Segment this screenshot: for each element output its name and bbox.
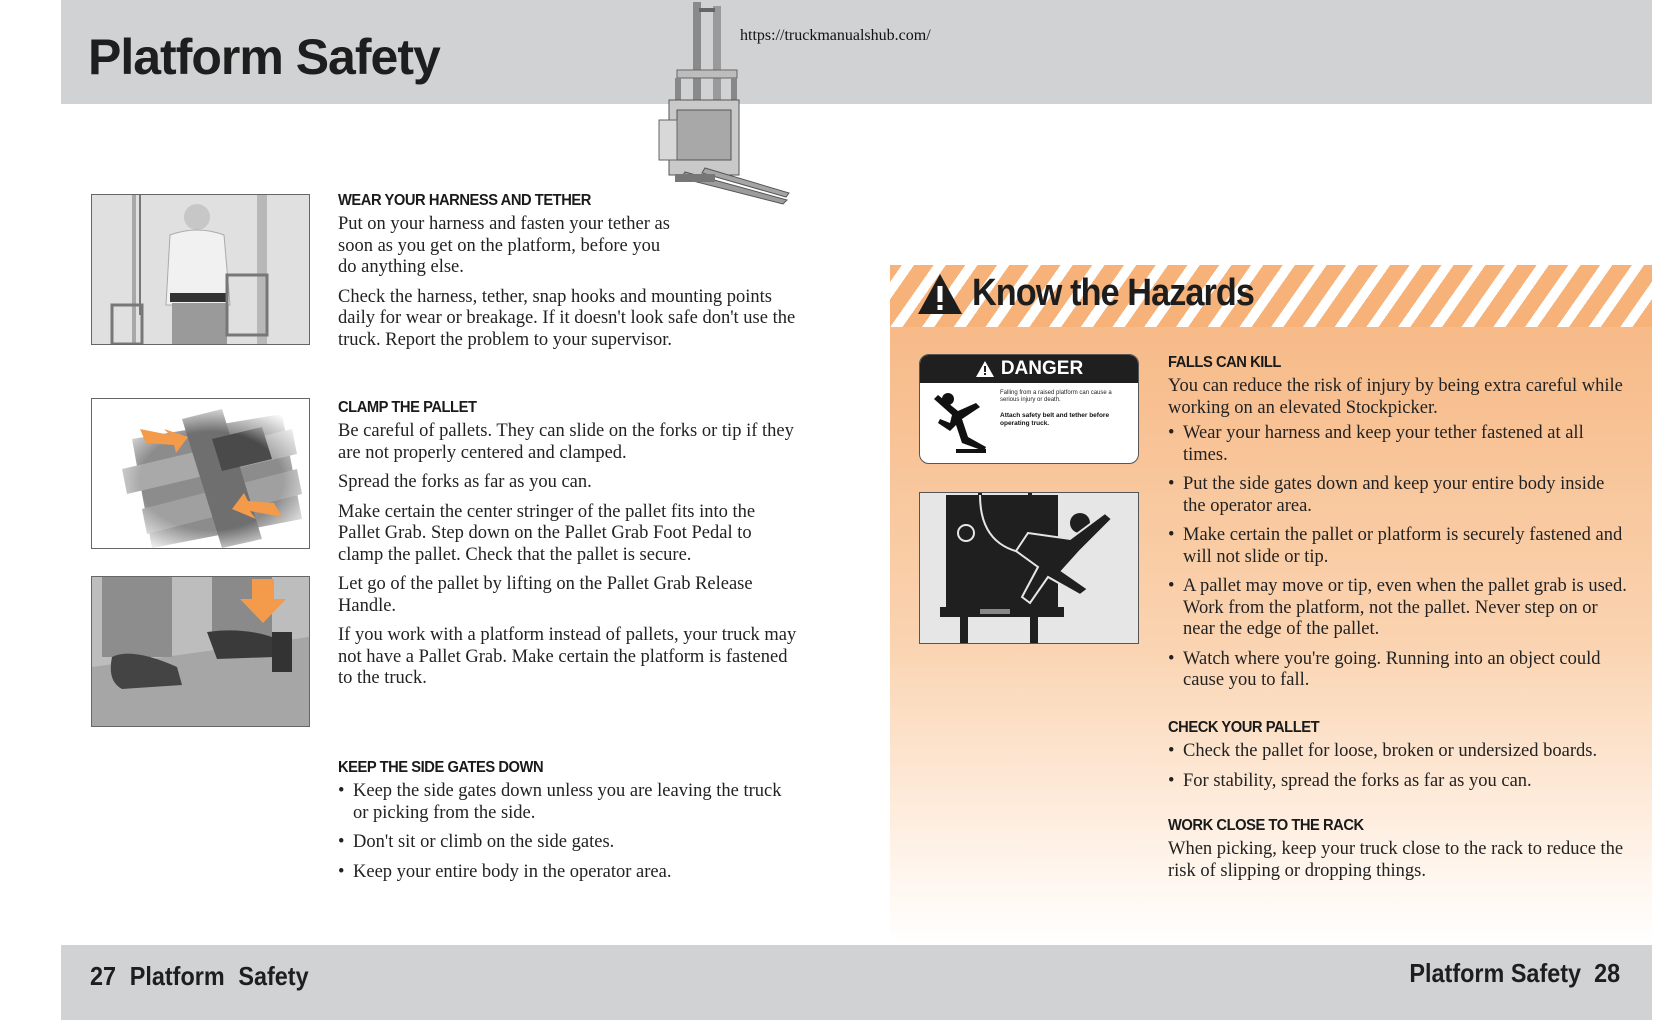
harness-text-1: Put on your harness and fasten your tether as soon as you get on the platform, before you do anything else. <box>338 214 670 277</box>
falling-person-icon <box>928 387 998 457</box>
list-item: • Make certain the pallet or platform is securely fastened and will not slide or tip. <box>1168 525 1628 568</box>
gates-heading: KEEP THE SIDE GATES DOWN <box>338 759 544 776</box>
list-item: • For stability, spread the forks as far as you can. <box>1168 771 1628 793</box>
list-item: • Put the side gates down and keep your entire body inside the operator area. <box>1168 474 1628 517</box>
page-number-left: 27 <box>90 961 117 991</box>
footer-title-right: Platform Safety <box>1409 958 1581 988</box>
check-pallet-heading: CHECK YOUR PALLET <box>1168 719 1320 736</box>
page-number-right: 28 <box>1593 958 1620 988</box>
footer-right <box>1409 958 1620 989</box>
pallet-clamp-photo <box>91 398 310 549</box>
stockpicker-truck-illustration <box>655 0 795 215</box>
gates-list <box>338 781 798 883</box>
list-item: • Keep the side gates down unless you are leaving the truck or picking from the side. <box>338 781 798 824</box>
list-item: • Check the pallet for loose, broken or undersized boards. <box>1168 741 1628 763</box>
clamp-text-2: Spread the forks as far as you can. <box>338 472 592 492</box>
clamp-text-4: Let go of the pallet by lifting on the Pallet Grab Release Handle. <box>338 574 753 616</box>
footer-title-left: Platform Safety <box>129 961 309 991</box>
warning-triangle-icon <box>916 272 964 316</box>
list-item: • Keep your entire body in the operator area. <box>338 862 798 884</box>
harness-photo <box>91 194 310 345</box>
clamp-section <box>338 399 798 698</box>
check-pallet-list <box>1168 741 1628 792</box>
gates-section <box>338 759 798 891</box>
falling-operator-illustration <box>919 492 1139 644</box>
danger-word: DANGER <box>1000 358 1084 379</box>
list-item: • Don't sit or climb on the side gates. <box>338 832 798 854</box>
rack-section <box>1168 817 1628 890</box>
clamp-text-5: If you work with a platform instead of pallets, your truck may not have a Pallet Grab. Make certain the platform is fastened to the truck. <box>338 625 797 688</box>
foot-pedal-photo <box>91 576 310 727</box>
falls-list <box>1168 423 1628 692</box>
harness-text-2: Check the harness, tether, snap hooks and mounting points daily for wear or breakage. If it doesn't look safe don't use the truck. Report the problem to your supervisor. <box>338 286 796 350</box>
danger-warning-text: Falling from a raised platform can cause a serious injury or death. <box>1000 390 1112 403</box>
danger-label <box>919 354 1139 464</box>
falls-intro: You can reduce the risk of injury by being extra careful while working on an elevated Stockpicker. <box>1168 376 1623 418</box>
falls-heading: FALLS CAN KILL <box>1168 354 1281 371</box>
hazards-title: Know the Hazards <box>972 272 1255 314</box>
rack-heading: WORK CLOSE TO THE RACK <box>1168 817 1364 834</box>
danger-header <box>920 355 1138 383</box>
check-pallet-section <box>1168 719 1628 800</box>
harness-section <box>338 192 798 359</box>
page-title: Platform Safety <box>88 29 440 85</box>
warning-triangle-icon <box>975 360 995 378</box>
falls-section <box>1168 354 1628 700</box>
list-item: • A pallet may move or tip, even when the pallet grab is used. Work from the platform, not the pallet. Never step on or near the edge of the pallet. <box>1168 576 1628 641</box>
clamp-heading: CLAMP THE PALLET <box>338 399 477 416</box>
harness-heading: WEAR YOUR HARNESS AND TETHER <box>338 192 591 209</box>
source-url[interactable]: https://truckmanualshub.com/ <box>740 27 931 44</box>
clamp-text-3: Make certain the center stringer of the pallet fits into the Pallet Grab. Step down on the Pallet Grab Foot Pedal to clamp the pallet. Check that the pallet is secure. <box>338 501 756 565</box>
clamp-text-1: Be careful of pallets. They can slide on the forks or tip if they are not properly centered and clamped. <box>338 421 794 463</box>
danger-instruction-text: Attach safety belt and tether before operating truck. <box>1000 412 1110 427</box>
footer-left <box>90 961 309 992</box>
rack-text: When picking, keep your truck close to the rack to reduce the risk of slipping or dropping things. <box>1168 839 1624 881</box>
list-item: • Wear your harness and keep your tether fastened at all times. <box>1168 423 1628 466</box>
list-item: • Watch where you're going. Running into an object could cause you to fall. <box>1168 649 1628 692</box>
